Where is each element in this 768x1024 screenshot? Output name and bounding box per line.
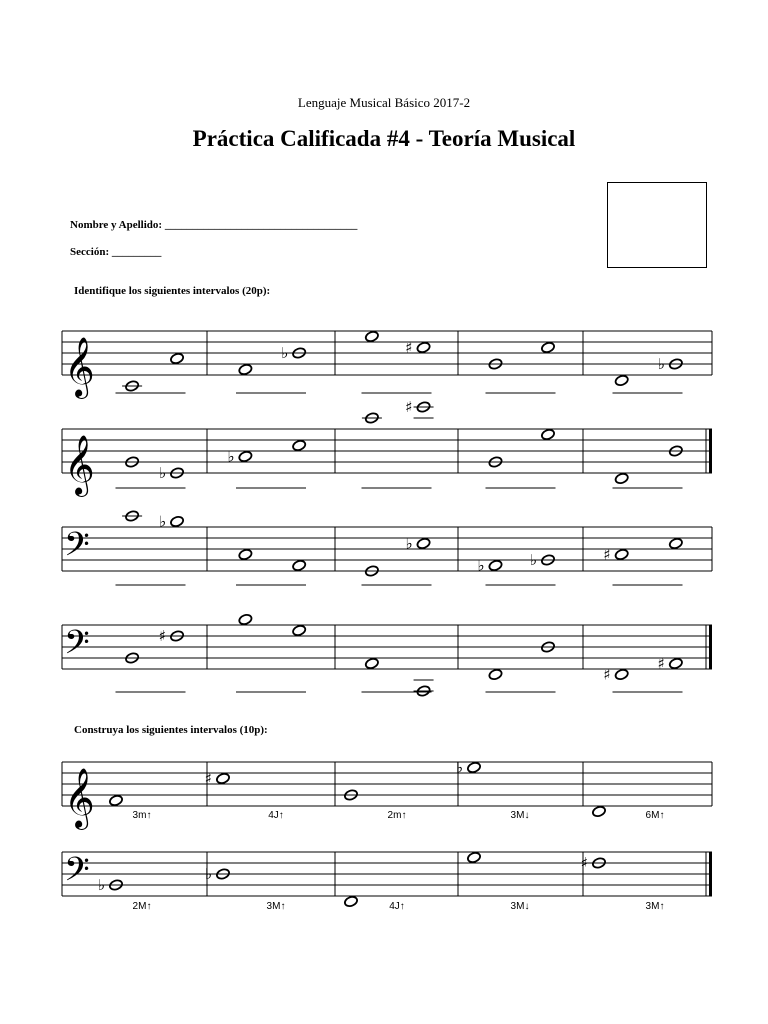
- whole-note: [292, 624, 307, 636]
- bass-clef: 𝄢: [64, 526, 90, 572]
- sharp-sign: ♯: [603, 545, 611, 564]
- whole-note: [344, 895, 359, 907]
- name-line: ___________________________________: [164, 219, 358, 231]
- treble-clef: 𝄞: [64, 768, 95, 828]
- whole-note: [216, 772, 231, 784]
- sharp-sign: ♯: [603, 665, 611, 684]
- flat-sign: ♭: [158, 512, 167, 531]
- whole-note: [467, 851, 482, 863]
- flat-sign: ♭: [158, 464, 167, 482]
- interval-label: 3M↓: [510, 901, 530, 912]
- sharp-sign: ♯: [580, 854, 588, 872]
- interval-label: 3m↑: [132, 810, 152, 821]
- sharp-sign: ♯: [657, 654, 665, 673]
- treble-clef: 𝄞: [64, 337, 95, 397]
- whole-note: [614, 668, 629, 680]
- flat-sign: ♭: [529, 551, 537, 569]
- interval-label: 3M↑: [645, 901, 665, 912]
- sharp-sign: ♯: [158, 627, 167, 645]
- interval-label: 2m↑: [387, 810, 407, 821]
- interval-label: 2M↑: [132, 901, 152, 912]
- whole-note: [541, 428, 556, 440]
- whole-note: [467, 761, 482, 773]
- flat-sign: ♭: [455, 758, 463, 777]
- whole-note: [668, 657, 683, 669]
- sharp-sign: ♯: [405, 338, 413, 357]
- whole-note: [614, 472, 629, 484]
- treble-clef: 𝄞: [64, 435, 95, 495]
- whole-note: [109, 794, 124, 806]
- whole-note: [238, 450, 253, 462]
- interval-label: 4J↑: [389, 901, 405, 912]
- interval-label: 3M↓: [510, 810, 530, 821]
- flat-sign: ♭: [281, 344, 289, 362]
- whole-note: [292, 559, 307, 571]
- whole-note: [238, 363, 253, 375]
- flat-sign: ♭: [227, 447, 235, 466]
- flat-sign: ♭: [97, 876, 105, 894]
- whole-note: [238, 548, 253, 560]
- whole-note: [292, 439, 307, 451]
- interval-label: 4J↑: [268, 810, 284, 821]
- section-label: Sección:: [70, 246, 110, 258]
- whole-note: [170, 352, 185, 364]
- whole-note: [238, 613, 253, 625]
- flat-sign: ♭: [477, 556, 485, 575]
- whole-note: [541, 341, 556, 353]
- course-name: Lenguaje Musical Básico 2017-2: [297, 95, 471, 110]
- whole-note: [614, 548, 629, 560]
- bass-clef: 𝄢: [64, 624, 90, 670]
- flat-sign: ♭: [204, 865, 212, 883]
- sharp-sign: ♯: [204, 769, 212, 788]
- sharp-sign: ♯: [405, 398, 413, 416]
- section-line: _________: [111, 246, 162, 258]
- part2-heading: Construya los siguientes intervalos (10p):: [74, 724, 268, 736]
- interval-label: 6M↑: [645, 810, 665, 821]
- part1-heading: Identifique los siguientes intervalos (20p):: [74, 285, 271, 297]
- whole-note: [416, 341, 431, 353]
- flat-sign: ♭: [657, 355, 665, 373]
- whole-note: [488, 668, 503, 680]
- whole-note: [365, 330, 380, 342]
- interval-label: 3M↑: [266, 901, 286, 912]
- page-title: Práctica Calificada #4 - Teoría Musical: [192, 126, 576, 151]
- whole-note: [170, 515, 185, 527]
- name-label: Nombre y Apellido:: [70, 219, 163, 231]
- whole-note: [592, 805, 607, 817]
- bass-clef: 𝄢: [64, 851, 90, 897]
- whole-note: [416, 537, 431, 549]
- whole-note: [365, 657, 380, 669]
- whole-note: [488, 559, 503, 571]
- whole-note: [614, 374, 629, 386]
- flat-sign: ♭: [405, 534, 413, 553]
- whole-note: [668, 537, 683, 549]
